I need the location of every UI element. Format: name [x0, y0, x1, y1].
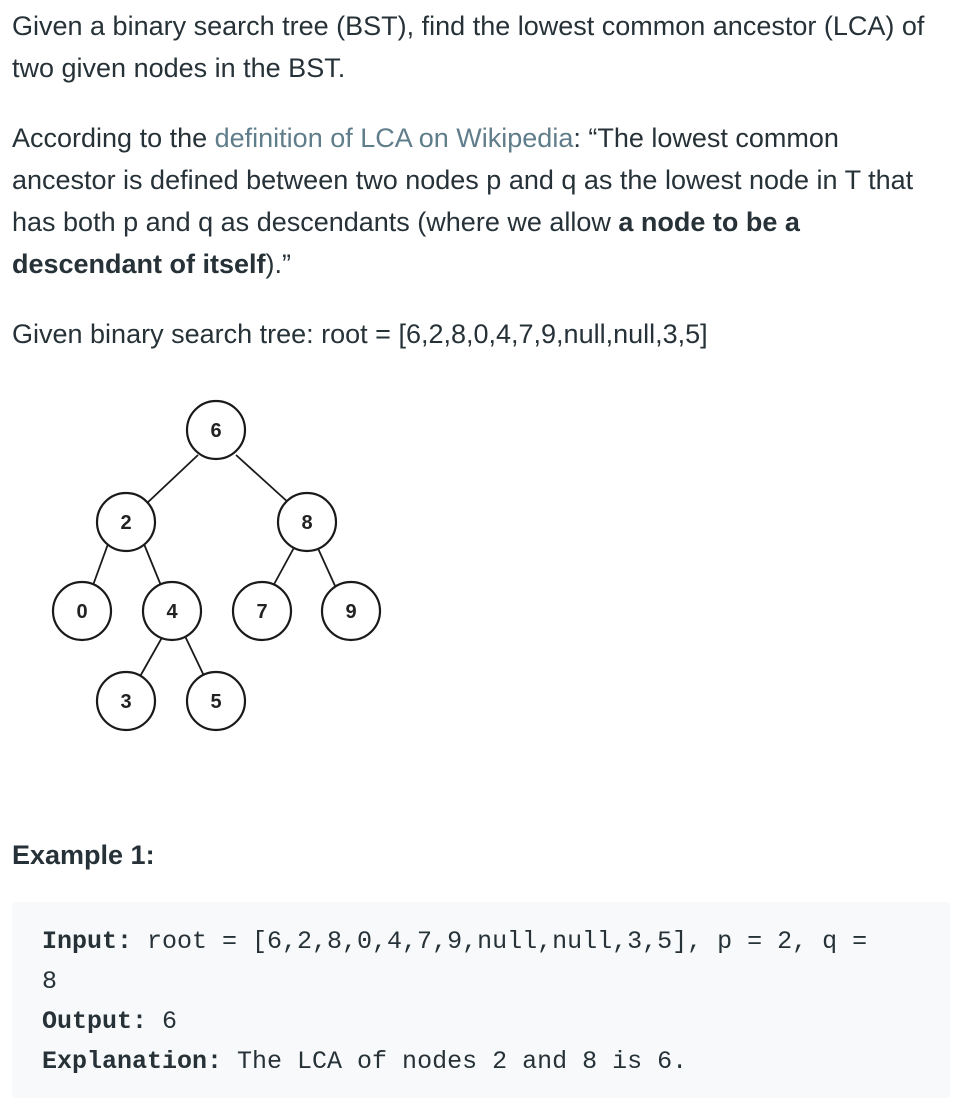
output-value: 6 — [147, 1007, 178, 1036]
wikipedia-lca-link[interactable]: definition of LCA on Wikipedia — [214, 123, 574, 153]
tree-node — [278, 493, 336, 551]
example-code-block — [12, 902, 950, 1098]
edge-8-7 — [272, 544, 296, 588]
node-label: 3 — [120, 691, 132, 713]
definition-quote: : “The lowest common ancestor is defined between two nodes p and q as the lowest node in T that has both p and q as descendants (where we allow — [12, 123, 914, 237]
node-label: 2 — [120, 512, 132, 534]
tree-edges — [92, 455, 336, 680]
edge-6-2 — [146, 455, 198, 504]
definition-paragraph — [12, 117, 942, 285]
input-value-wrap: 8 — [42, 967, 58, 996]
node-label: 7 — [256, 601, 268, 623]
intro-paragraph: Given a binary search tree (BST), find the lowest common ancestor (LCA) of two given nodes in the BST. — [12, 11, 925, 83]
tree-node — [143, 582, 201, 640]
explanation-value: The LCA of nodes 2 and 8 is 6. — [222, 1047, 688, 1076]
bst-diagram — [40, 392, 400, 744]
definition-suffix: ).” — [265, 249, 292, 279]
output-label: Output: — [42, 1007, 148, 1036]
tree-node — [233, 582, 291, 640]
input-label: Input: — [42, 927, 133, 956]
tree-node — [187, 401, 245, 459]
node-label: 4 — [166, 601, 178, 623]
tree-node — [322, 582, 380, 640]
example-heading: Example 1: — [12, 840, 155, 870]
edge-2-4 — [144, 544, 162, 588]
node-label: 5 — [210, 691, 222, 713]
node-label: 9 — [345, 601, 357, 623]
edge-4-3 — [138, 634, 164, 680]
edge-8-9 — [316, 544, 336, 588]
definition-prefix: According to the — [12, 123, 215, 153]
tree-description: Given binary search tree: root = [6,2,8,0,4,7,9,null,null,3,5] — [12, 319, 708, 349]
tree-node — [97, 493, 155, 551]
edge-4-5 — [184, 634, 206, 680]
node-label: 8 — [301, 512, 313, 534]
explanation-label: Explanation: — [42, 1047, 223, 1076]
edge-2-0 — [92, 544, 108, 588]
tree-node — [187, 672, 245, 730]
node-label: 6 — [210, 420, 222, 442]
edge-6-8 — [236, 455, 290, 504]
definition-bold: a node to be a descendant of itself — [12, 207, 800, 279]
tree-node — [53, 582, 111, 640]
tree-node — [97, 672, 155, 730]
node-label: 0 — [76, 601, 88, 623]
input-value: root = [6,2,8,0,4,7,9,null,null,3,5], p = 2, q = — [132, 927, 868, 956]
